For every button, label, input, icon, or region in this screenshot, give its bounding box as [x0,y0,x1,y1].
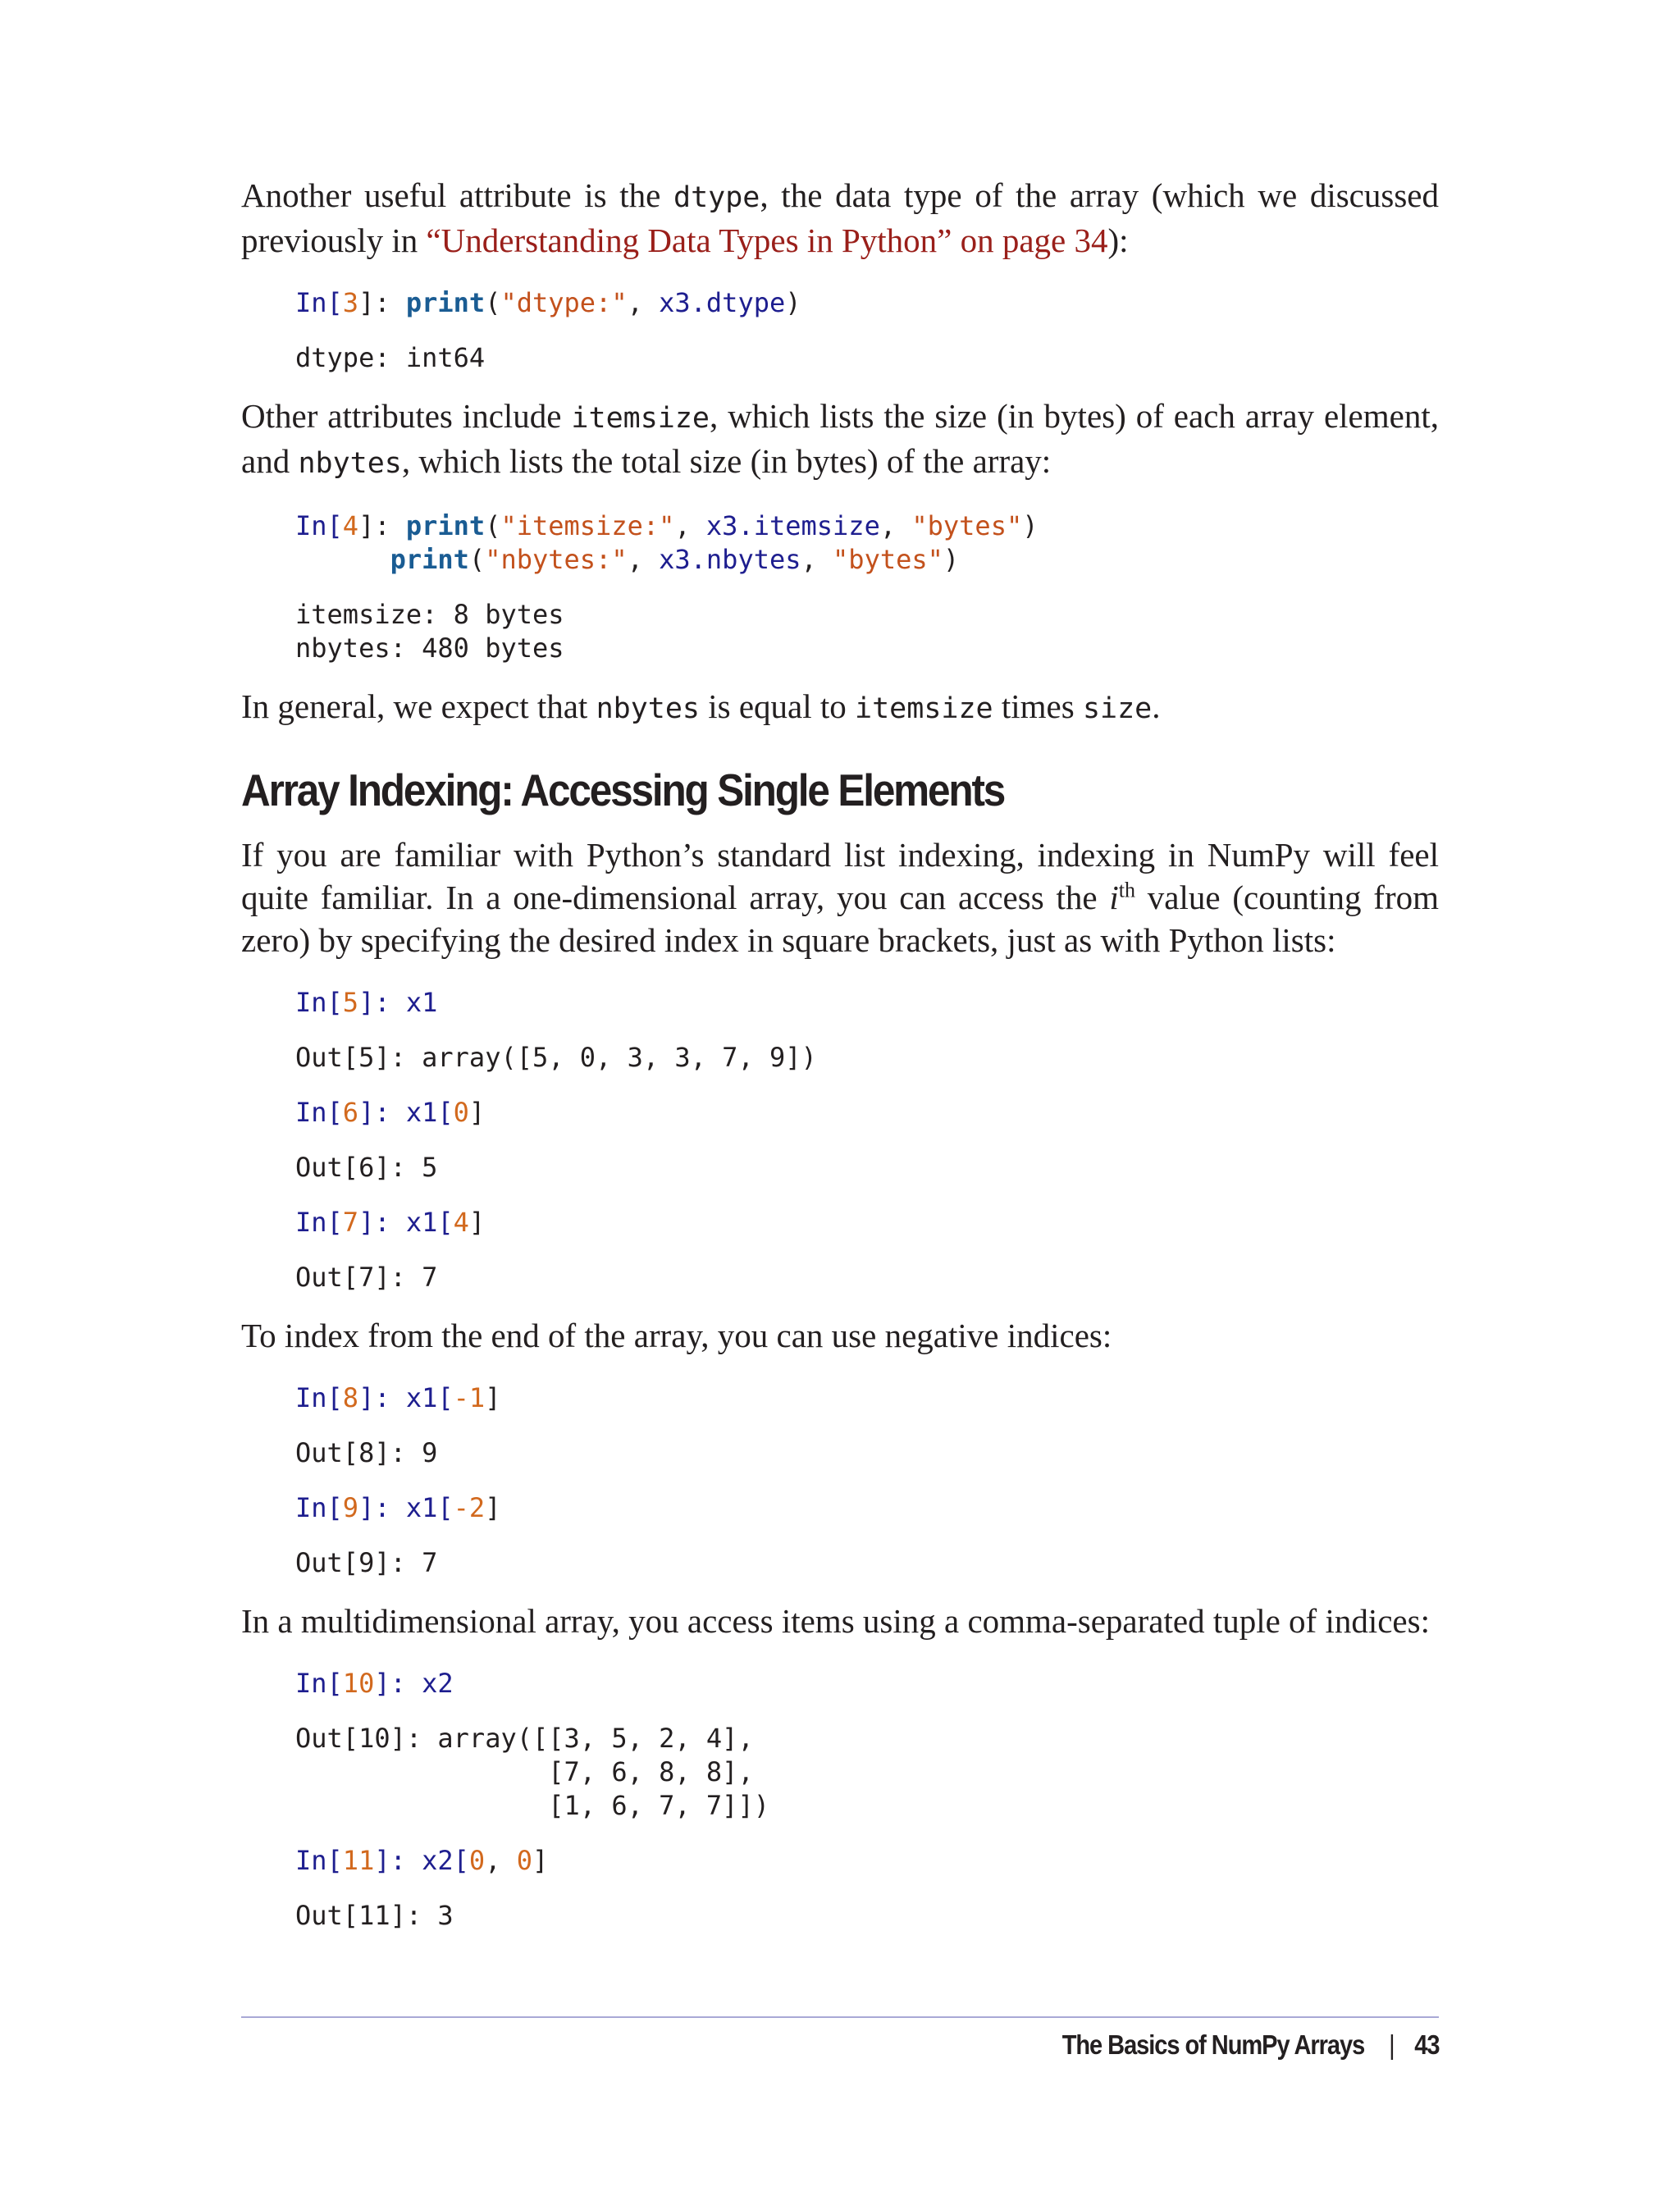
inline-code: dtype [673,181,760,214]
inline-code: size [1082,692,1153,725]
variable: x3.itemsize [705,510,880,541]
input-prompt: In[ [295,1207,343,1238]
paren: ( [485,287,501,318]
code-block-dtype [241,286,1439,320]
text: In general, we expect that [241,687,596,725]
index-literal: -2 [453,1492,486,1523]
inline-code: nbytes [596,692,700,725]
index-literal: 0 [516,1845,532,1876]
prompt-close: ]: [374,1668,422,1699]
bracket: ] [468,1207,486,1238]
bracket: ] [532,1845,549,1876]
text: , which lists the total size (in bytes) of the array: [401,442,1052,480]
code-output: Out[8]: 9 [295,1437,438,1468]
superscript: th [1118,878,1135,902]
page-content [241,174,1439,1933]
index-literal: -1 [453,1382,486,1413]
output-line: [1, 6, 7, 7]]) [295,1790,769,1821]
cross-reference-link[interactable]: “Understanding Data Types in Python” on page 34 [426,221,1108,259]
prompt-close: ]: [358,1492,406,1523]
prompt-close: ]: [374,1845,422,1876]
page-number: 43 [1413,2029,1439,2060]
running-title: The Basics of NumPy Arrays [1061,2029,1364,2060]
inline-code: nbytes [298,447,402,480]
cell-number: 6 [342,1097,359,1128]
code-input [241,986,1439,1020]
code-input [241,1491,1439,1525]
output-line: itemsize: 8 bytes [295,599,564,630]
input-prompt: In[ [295,510,343,541]
paren: ) [785,287,801,318]
input-prompt: In[ [295,1097,343,1128]
text: Another useful attribute is the [241,176,674,214]
code-output [241,598,1439,665]
inline-code: itemsize [571,402,710,435]
text: If you are familiar with Python’s standard list indexing, indexing in NumPy will feel quite familiar. In a one-dimensional array, you can access the [241,836,1439,916]
input-prompt: In[ [295,1668,343,1699]
variable: x2 [422,1668,454,1699]
text: Other attributes include [241,397,572,435]
paragraph-itemsize [241,395,1439,485]
cell-number: 10 [342,1668,375,1699]
footer-rule [241,2016,1439,2018]
function-name: print [405,510,486,541]
separator: , [485,1845,517,1876]
expression: x1[ [405,1207,454,1238]
text: value (counting from zero) by specifying the desired index in square brackets, just as with Python lists: [241,879,1440,959]
string-literal: "nbytes:" [485,544,628,575]
code-input [241,1206,1439,1239]
index-literal: 0 [453,1097,469,1128]
inline-code: itemsize [855,692,993,725]
variable: x3.nbytes [659,544,801,575]
variable: x3.dtype [659,287,786,318]
output-line: Out[10]: array([[3, 5, 2, 4], [295,1723,754,1754]
italic-i: i [1109,879,1119,916]
section-heading: Array Indexing: Accessing Single Elements [241,765,1005,815]
code-output: Out[6]: 5 [295,1152,438,1183]
cell-number: 4 [342,510,359,541]
code-output [241,1722,1439,1823]
prompt-close: ]: [358,987,406,1018]
cell-number: 9 [342,1492,359,1523]
index-literal: 0 [468,1845,486,1876]
footer-separator: | [1388,2029,1395,2060]
text: times [993,687,1083,725]
code-input [241,1096,1439,1130]
string-literal: "itemsize:" [500,510,675,541]
code-output: Out[11]: 3 [295,1900,454,1931]
expression: x1[ [405,1097,454,1128]
cell-number: 3 [342,287,359,318]
text: . [1152,687,1161,725]
string-literal: "bytes" [911,510,1023,541]
prompt-close: ]: [358,1207,406,1238]
code-block-x2-index [241,1844,1439,1878]
cell-number: 5 [342,987,359,1018]
function-name: print [390,544,469,575]
input-prompt: In[ [295,987,343,1018]
page-footer [1061,2029,1439,2061]
expression: x1[ [405,1382,454,1413]
text: is equal to [700,687,856,725]
expression: x1[ [405,1492,454,1523]
code-output: Out[5]: array([5, 0, 3, 3, 7, 9]) [295,1042,817,1073]
paragraph-negative: To index from the end of the array, you can use negative indices: [241,1317,1112,1354]
bracket: ] [485,1382,501,1413]
paragraph-nbytes [241,685,1439,730]
code-input [241,1381,1439,1415]
code-output: dtype: int64 [295,342,486,373]
variable: x2[ [422,1845,469,1876]
prompt-close: ]: [358,1382,406,1413]
code-block-itemsize: In[4]: print("itemsize:", x3.itemsize, "bytes") print("nbytes:", x3.nbytes, "bytes") [295,510,1039,575]
prompt-close: ]: [358,1097,406,1128]
separator: , [627,287,660,318]
bracket: ] [468,1097,486,1128]
text: ): [1107,221,1129,259]
output-line: nbytes: 480 bytes [295,632,564,664]
input-prompt: In[ [295,1382,343,1413]
text: , which lists the size (in bytes) of each array element, and [241,397,1439,480]
cell-number: 8 [342,1382,359,1413]
string-literal: "bytes" [833,544,943,575]
cell-number: 11 [342,1845,375,1876]
prompt-close: ]: [358,287,406,318]
paragraph-multidim: In a multidimensional array, you access items using a comma-separated tuple of indices: [241,1602,1430,1640]
function-name: print [405,287,486,318]
code-cells-negative [241,1357,1439,1580]
code-output: Out[9]: 7 [295,1547,438,1578]
text: , the data type of the array (which we discussed previously in [241,176,1439,259]
input-prompt: In[ [295,1845,343,1876]
bracket: ] [485,1492,501,1523]
code-block-x2 [241,1667,1439,1701]
string-literal: "dtype:" [500,287,628,318]
paragraph-dtype [241,174,1439,262]
index-literal: 4 [453,1207,469,1238]
code-cells-positive [241,961,1439,1294]
input-prompt: In[ [295,1492,343,1523]
input-prompt: In[ [295,287,343,318]
output-line: [7, 6, 8, 8], [295,1756,754,1787]
paragraph-indexing [241,833,1439,961]
code-output: Out[7]: 7 [295,1262,438,1293]
expression: x1 [405,987,438,1018]
cell-number: 7 [342,1207,359,1238]
